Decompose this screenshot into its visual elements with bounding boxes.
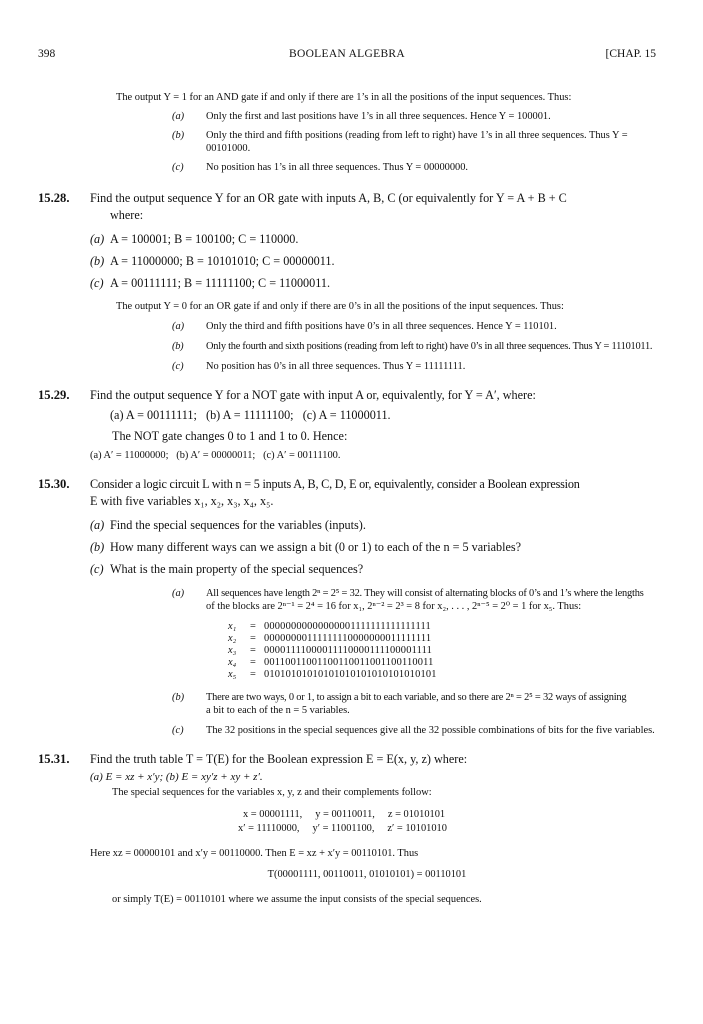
page-number: 398 <box>38 48 56 60</box>
problem-question: Find the output sequence Y for an OR gate with inputs A, B, C (or equivalently for Y = A + B + C <box>90 191 567 205</box>
problem-part-b: (b) A = 11000000; B = 10101010; C = 00000011. <box>90 254 335 268</box>
problem-part-a: (a) Find the special sequences for the variables (inputs). <box>90 518 366 532</box>
special-sequences <box>38 808 656 836</box>
problem-question: Consider a logic circuit L with n = 5 inputs A, B, C, D, E or, equivalently, consider a Boolean expression <box>90 477 580 491</box>
solution-15-29 <box>38 449 656 462</box>
problem-15-31 <box>38 751 656 770</box>
problem-question: Find the output sequence Y for a NOT gate with input A or, equivalently, for Y = A′, where: <box>90 388 536 402</box>
solution-item-c: (c) No position has 1’s in all three sequences. Thus Y = 00000000. <box>172 162 469 173</box>
problem-question-cont: where: <box>110 208 144 222</box>
sequence-row: x₁ = 00000000000000001111111111111111 <box>228 621 431 632</box>
solution-item-b: (b) Only the fourth and sixth positions (reading from left to right) have 0’s in all three sequences. Thus Y = 11101011. <box>172 341 653 352</box>
problem-part-b: (b) How many different ways can we assign a bit (0 or 1) to each of the n = 5 variables? <box>90 540 522 554</box>
solution-answers: (a) A′ = 11000000; (b) A′ = 00000011; (c) A′ = 00111100. <box>90 450 341 461</box>
solution-item-c: (c) No position has 0’s in all three sequences. Thus Y = 11111111. <box>172 361 466 372</box>
problem-parts: (a) A = 00111111; (b) A = 11111100; (c) A = 11000011. <box>110 408 391 422</box>
problem-question-cont: E with five variables x₁, x₂, x₃, x₄, x₅. <box>90 494 274 508</box>
solution-item-a: (a) Only the third and fifth positions have 0’s in all three sequences. Hence Y = 110101. <box>172 321 557 332</box>
problem-question: Find the truth table T = T(E) for the Boolean expression E = E(x, y, z) where: <box>90 752 468 766</box>
running-title: BOOLEAN ALGEBRA <box>289 48 405 60</box>
solution-15-27 <box>38 91 656 174</box>
spec-row-1: x = 00001111, y = 00110011, z = 01010101 <box>243 809 446 820</box>
page-header <box>38 48 656 64</box>
solution-note: The special sequences for the variables x, y, z and their complements follow: <box>112 787 432 798</box>
problem-15-30 <box>38 476 656 578</box>
solution-item-a: Here xz = 00000101 and x′y = 00110000. Then E = xz + x′y = 00110101. Thus <box>90 848 419 859</box>
solution-15-28 <box>38 300 656 373</box>
problem-part-c: (c) What is the main property of the special sequences? <box>90 562 364 576</box>
sequence-row: x₃ = 00001111000011110000111100001111 <box>228 645 433 656</box>
solution-item-b: (b) Only the third and fifth positions (reading from left to right) have 1’s in all three sequences. Thus Y = 00101000. <box>172 130 628 154</box>
page-body <box>38 91 656 907</box>
solution-intro: The output Y = 1 for an AND gate if and only if there are 1’s in all the positions of the input sequences. Thus: <box>116 92 572 103</box>
solution-item-a: (a) All sequences have length 2ⁿ = 2⁵ = 32. They will consist of alternating blocks of 0’s and 1’s where the lengths <box>172 588 644 599</box>
problem-15-28 <box>38 190 656 292</box>
sequence-row: x₅ = 01010101010101010101010101010101 <box>228 669 437 680</box>
solution-15-30: (a) All sequences have length 2ⁿ = 2⁵ = 32. They will consist of alternating blocks of 0’s and 1’s where the lengths of the blocks are 2ⁿ⁻¹ = 2⁴ = 16 for x₁, 2ⁿ⁻² = 2³ = 8 for x₂, . . . , 2ⁿ⁻⁵ = 2⁰ = 1 for x₅. Thus: x₁ = 00000000000000001111111111111111 x₂ = 00000000111111110000000011111111 x₃ = 00001111000011110000111100001111 x₄ = 00110011001100110011001100110011 x₅ = 01010101010101010101010101010101 (b) There are two ways, 0 or 1, to assign a bit to each variable, and so there are 2ⁿ = 2⁵ = 32 ways of assigning a bit to each of the n = 5 variables. (c) The 32 positions in the special sequences give all the 32 possible combinations of bits for the five variables. <box>38 587 656 737</box>
solution-item-a: (a) Only the first and last positions have 1’s in all three sequences. Hence Y = 100001. <box>172 111 551 122</box>
problem-part-a: (a) A = 100001; B = 100100; C = 110000. <box>90 232 299 246</box>
spec-row-2: x′ = 11110000, y′ = 11001100, z′ = 10101010 <box>238 823 447 834</box>
solution-item-c: (c) The 32 positions in the special sequences give all the 32 possible combinations of bits for the five variables. <box>172 725 655 736</box>
problem-number: 15.31. <box>38 752 70 766</box>
solution-note: The NOT gate changes 0 to 1 and 1 to 0. Hence: <box>112 429 348 443</box>
truth-table-result: T(00001111, 00110011, 01010101) = 00110101 <box>267 869 467 880</box>
special-sequences <box>38 621 656 681</box>
problem-number: 15.30. <box>38 477 70 491</box>
sequence-row: x₄ = 00110011001100110011001100110011 <box>228 657 434 668</box>
problem-15-29 <box>38 387 656 445</box>
problem-number: 15.29. <box>38 388 70 402</box>
problem-parts: (a) E = xz + x′y; (b) E = xy′z + xy + z′. <box>90 771 263 783</box>
problem-number: 15.28. <box>38 191 70 205</box>
solution-intro: The output Y = 0 for an OR gate if and only if there are 0’s in all the positions of the input sequences. Thus: <box>116 301 564 312</box>
sequence-row: x₂ = 00000000111111110000000011111111 <box>228 633 432 644</box>
chapter-label: [CHAP. 15 <box>605 48 656 60</box>
problem-part-c: (c) A = 00111111; B = 11111100; C = 11000011. <box>90 276 331 290</box>
solution-item-b: (b) There are two ways, 0 or 1, to assign a bit to each variable, and so there are 2ⁿ = 2⁵ = 32 ways of assigning <box>172 692 627 703</box>
final-remark: or simply T(E) = 00110101 where we assume the input consists of the special sequences. <box>112 894 482 905</box>
solution-15-31 <box>38 770 656 907</box>
